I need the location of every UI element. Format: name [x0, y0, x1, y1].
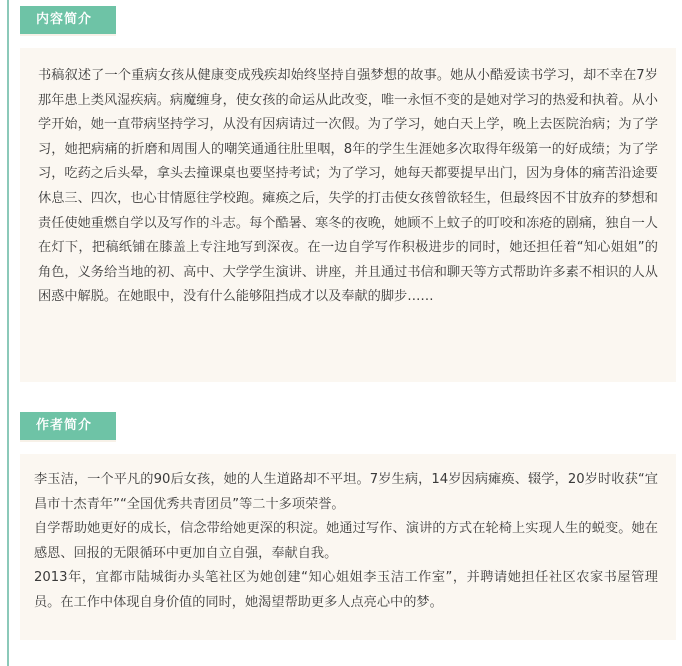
author-section-label: 作者简介 [20, 412, 116, 440]
author-label-underline [20, 440, 116, 442]
intro-paragraph: 书稿叙述了一个重病女孩从健康变成残疾却始终坚持自强梦想的故事。她从小酷爱读书学习，却不幸在7岁那年患上类风湿疾病。病魔缠身，使女孩的命运从此改变，唯一永恒不变的是她对学习的热爱和执着。从小学开始，她一直带病坚持学习，从没有因病请过一次假。为了学习，她白天上学，晚上去医院治病；为了学习，她把病痛的折磨和周围人的嘲笑通通往肚里咽，8年的学生生涯她多次取得年级第一的好成绩；为了学习，吃药之后头晕，拿头去撞课桌也要坚持考试；为了学习，她每天都要提早出门，因为身体的痛苦沿途要休息三、四次，也心甘情愿往学校跑。瘫痪之后，失学的打击使女孩曾欲轻生，但最终因不甘放弃的梦想和责任使她重燃自学以及写作的斗志。每个酷暑、寒冬的夜晚，她顾不上蚊子的叮咬和冻疮的剧痛，独自一人在灯下，把稿纸铺在膝盖上专注地写到深夜。在一边自学写作积极进步的同时，她还担任着“知心姐姐”的角色，义务给当地的初、高中、大学学生演讲、讲座，并且通过书信和聊天等方式帮助许多素不相识的人从困惑中解脱。在她眼中，没有什么能够阻挡成才以及奉献的脚步…… [38, 68, 658, 305]
author-paragraph-3: 2013年，宜都市陆城街办头笔社区为她创建“知心姐姐李玉洁工作室”，并聘请她担任社区农家书屋管理员。在工作中体现自身价值的同时，她渴望帮助更多人点亮心中的梦。 [34, 570, 658, 610]
author-paragraph-1: 李玉洁，一个平凡的90后女孩，她的人生道路却不平坦。7岁生病，14岁因病瘫痪、辍学，20岁时收获“宜昌市十杰青年”“全国优秀共青团员”等二十多项荣誉。 [34, 472, 658, 512]
author-content-box [20, 454, 676, 640]
intro-label-underline [20, 34, 116, 36]
intro-content-box [20, 48, 676, 382]
author-paragraph-2: 自学帮助她更好的成长，信念带给她更深的积淀。她通过写作、演讲的方式在轮椅上实现人生的蜕变。她在感恩、回报的无限循环中更加自立自强，奉献自我。 [34, 521, 658, 561]
left-border-rule [7, 0, 9, 666]
intro-section-label: 内容简介 [20, 6, 116, 34]
